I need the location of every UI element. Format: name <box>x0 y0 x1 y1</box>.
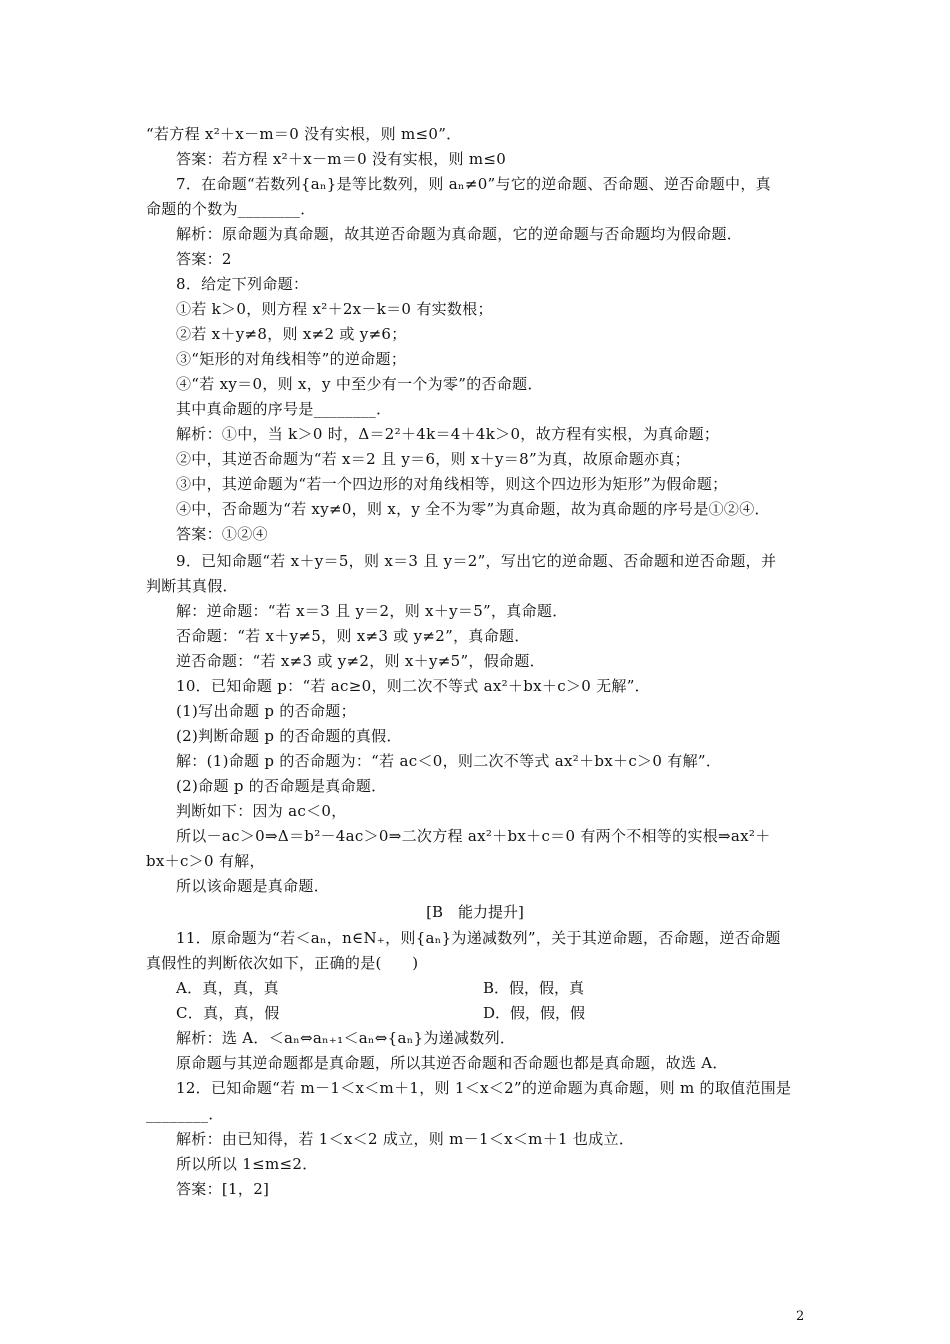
text-line: 原命题与其逆命题都是真命题，所以其逆否命题和否命题也都是真命题，故选 A． <box>176 1054 728 1072</box>
option-c: C．真，真，假 <box>176 1004 280 1022</box>
text-line: ④中，否命题为“若 xy≠0，则 x，y 全不为零”为真命题，故为真命题的序号是①②④． <box>176 500 770 518</box>
section-title: [B 能力提升] <box>426 903 524 921</box>
text-line: 10．已知命题 p：“若 ac≥0，则二次不等式 ax²＋bx＋c＞0 无解”． <box>176 677 650 695</box>
text-line: bx＋c＞0 有解， <box>146 852 265 870</box>
text-line: 所以该命题是真命题． <box>176 877 330 895</box>
option-b: B．假，假，真 <box>483 979 585 997</box>
text-line: 12．已知命题“若 m－1＜x＜m＋1，则 1＜x＜2”的逆命题为真命题，则 m 的取值范围是 <box>176 1079 792 1097</box>
text-line: ③中，其逆命题为“若一个四边形的对角线相等，则这个四边形为矩形”为假命题； <box>176 475 728 493</box>
text-line: 答案：①②④ <box>176 525 268 543</box>
text-line: 答案：2 <box>176 250 232 268</box>
text-line: (1)写出命题 p 的否命题； <box>176 702 356 720</box>
text-line: 命题的个数为________． <box>146 200 316 218</box>
page-number: 2 <box>796 1309 805 1324</box>
text-line: 解析：①中，当 k＞0 时，Δ＝2²＋4k＝4＋4k＞0，故方程有实根，为真命题； <box>176 425 720 443</box>
text-line: 解析：由已知得，若 1＜x＜2 成立，则 m－1＜x＜m＋1 也成立． <box>176 1130 635 1148</box>
option-a: A．真，真，真 <box>176 979 279 997</box>
text-line: “若方程 x²＋x－m＝0 没有实根，则 m≤0”． <box>146 125 462 143</box>
text-line: 否命题：“若 x＋y≠5，则 x≠3 或 y≠2”，真命题． <box>176 627 530 645</box>
text-line: 11．原命题为“若＜aₙ，n∈N₊，则{aₙ}为递减数列”，关于其逆命题，否命题，逆否命题 <box>176 929 781 947</box>
text-line: 真假性的判断依次如下，正确的是( ) <box>146 954 419 972</box>
text-line: 答案：若方程 x²＋x－m＝0 没有实根，则 m≤0 <box>176 150 507 168</box>
text-line: ________． <box>146 1105 224 1123</box>
option-d: D．假，假，假 <box>483 1004 586 1022</box>
text-line: 其中真命题的序号是________． <box>176 400 392 418</box>
text-line: ③“矩形的对角线相等”的逆命题； <box>176 350 407 368</box>
text-line: 8．给定下列命题： <box>176 275 309 293</box>
text-line: ②中，其逆否命题为“若 x＝2 且 y＝6，则 x＋y＝8”为真，故原命题亦真； <box>176 450 690 468</box>
text-line: ②若 x＋y≠8，则 x≠2 或 y≠6； <box>176 325 407 343</box>
text-line: (2)命题 p 的否命题是真命题． <box>176 777 387 795</box>
text-line: 所以－ac＞0⇒Δ＝b²－4ac＞0⇒二次方程 ax²＋bx＋c＝0 有两个不相等的实根⇒ax²＋ <box>176 827 771 845</box>
text-line: 逆否命题：“若 x≠3 或 y≠2，则 x＋y≠5”，假命题． <box>176 652 545 670</box>
text-line: 答案：[1，2] <box>176 1180 270 1198</box>
text-line: 判断其真假． <box>146 577 238 595</box>
text-line: 所以所以 1≤m≤2． <box>176 1155 318 1173</box>
text-line: 判断如下：因为 ac＜0， <box>176 802 347 820</box>
text-line: 解析：选 A．＜aₙ⇔aₙ₊₁＜aₙ⇔{aₙ}为递减数列． <box>176 1029 516 1047</box>
text-line: 解：(1)命题 p 的否命题为：“若 ac＜0，则二次不等式 ax²＋bx＋c＞0 有解”． <box>176 752 722 770</box>
text-line: 9．已知命题“若 x＋y＝5，则 x＝3 且 y＝2”，写出它的逆命题、否命题和逆否命题，并 <box>176 552 777 570</box>
text-line: (2)判断命题 p 的否命题的真假． <box>176 727 402 745</box>
text-line: ①若 k＞0，则方程 x²＋2x－k＝0 有实数根； <box>176 300 493 318</box>
text-line: 7．在命题“若数列{aₙ}是等比数列，则 aₙ≠0”与它的逆命题、否命题、逆否命题中，真 <box>176 175 771 193</box>
text-line: ④“若 xy＝0，则 x，y 中至少有一个为零”的否命题． <box>176 375 543 393</box>
text-line: 解：逆命题：“若 x＝3 且 y＝2，则 x＋y＝5”，真命题． <box>176 602 568 620</box>
text-line: 解析：原命题为真命题，故其逆否命题为真命题，它的逆命题与否命题均为假命题． <box>176 225 743 243</box>
